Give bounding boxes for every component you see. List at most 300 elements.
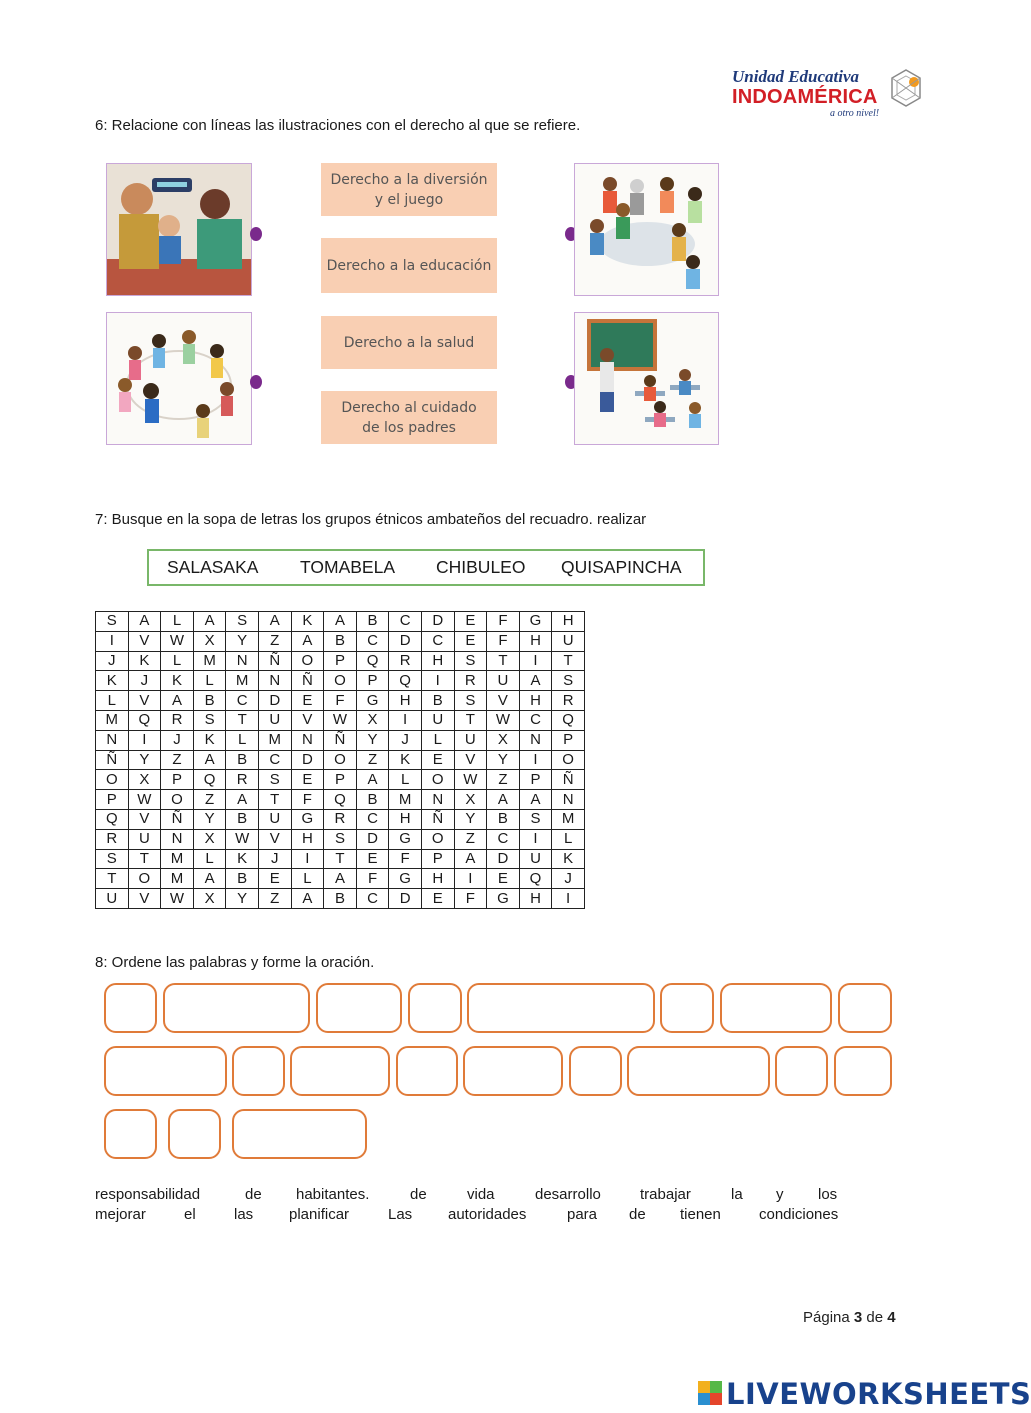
grid-cell[interactable]: Z <box>161 750 194 770</box>
answer-box[interactable] <box>720 983 832 1033</box>
grid-row <box>96 631 585 651</box>
grid-cell[interactable]: L <box>96 691 129 711</box>
grid-cell[interactable]: O <box>324 750 357 770</box>
grid-cell[interactable]: X <box>487 730 520 750</box>
grid-cell[interactable]: Q <box>96 809 129 829</box>
grid-cell[interactable]: K <box>96 671 129 691</box>
grid-cell[interactable]: T <box>96 869 129 889</box>
liveworksheets-brand: LIVEWORKSHEETS <box>726 1377 1031 1411</box>
grid-cell[interactable]: I <box>519 750 552 770</box>
grid-cell[interactable]: F <box>291 790 324 810</box>
grid-cell[interactable]: O <box>291 651 324 671</box>
grid-cell[interactable]: N <box>226 651 259 671</box>
grid-cell[interactable]: H <box>389 691 422 711</box>
grid-cell[interactable]: F <box>487 631 520 651</box>
grid-cell[interactable]: E <box>291 770 324 790</box>
grid-cell[interactable]: L <box>161 612 194 632</box>
grid-cell[interactable]: Ñ <box>161 809 194 829</box>
grid-cell[interactable]: U <box>487 671 520 691</box>
grid-cell[interactable]: A <box>291 889 324 909</box>
word-bank-word: planificar <box>289 1206 350 1223</box>
grid-cell[interactable]: A <box>291 631 324 651</box>
grid-row <box>96 849 585 869</box>
page-total: 4 <box>887 1309 896 1326</box>
right-label-health: Derecho a la salud <box>321 316 497 369</box>
grid-cell[interactable]: T <box>128 849 161 869</box>
grid-cell[interactable]: W <box>226 829 259 849</box>
grid-cell[interactable]: W <box>324 710 357 730</box>
answer-box[interactable] <box>463 1046 563 1096</box>
grid-cell[interactable]: Y <box>226 889 259 909</box>
grid-cell[interactable]: C <box>519 710 552 730</box>
grid-cell[interactable]: T <box>226 710 259 730</box>
grid-cell[interactable]: T <box>258 790 291 810</box>
grid-cell[interactable]: M <box>258 730 291 750</box>
grid-cell[interactable]: Y <box>487 750 520 770</box>
grid-cell[interactable]: W <box>128 790 161 810</box>
grid-cell[interactable]: M <box>161 849 194 869</box>
grid-cell[interactable]: Y <box>454 809 487 829</box>
grid-cell[interactable]: L <box>421 730 454 750</box>
grid-cell[interactable]: X <box>193 829 226 849</box>
grid-row <box>96 710 585 730</box>
grid-cell[interactable]: N <box>552 790 585 810</box>
grid-cell[interactable]: B <box>226 809 259 829</box>
grid-cell[interactable]: L <box>552 829 585 849</box>
grid-cell[interactable]: D <box>356 829 389 849</box>
grid-cell[interactable]: Q <box>193 770 226 790</box>
grid-cell[interactable]: G <box>389 829 422 849</box>
grid-row <box>96 809 585 829</box>
grid-cell[interactable]: L <box>193 671 226 691</box>
liveworksheets-logo-icon <box>698 1381 722 1405</box>
grid-cell[interactable]: X <box>356 710 389 730</box>
grid-cell[interactable]: U <box>421 710 454 730</box>
grid-cell[interactable]: N <box>421 790 454 810</box>
grid-cell[interactable]: T <box>487 651 520 671</box>
grid-cell[interactable]: W <box>161 631 194 651</box>
grid-cell[interactable]: Ñ <box>421 809 454 829</box>
grid-cell[interactable]: O <box>421 770 454 790</box>
grid-cell[interactable]: T <box>324 849 357 869</box>
grid-cell[interactable]: S <box>552 671 585 691</box>
grid-cell[interactable]: B <box>421 691 454 711</box>
grid-cell[interactable]: S <box>519 809 552 829</box>
grid-cell[interactable]: B <box>487 809 520 829</box>
word-bank-word: de <box>245 1186 262 1203</box>
grid-cell[interactable]: K <box>552 849 585 869</box>
grid-cell[interactable]: A <box>161 691 194 711</box>
grid-cell[interactable]: U <box>258 710 291 730</box>
answer-box[interactable] <box>834 1046 892 1096</box>
word-bank-word: Las <box>388 1206 413 1223</box>
grid-cell[interactable]: F <box>487 612 520 632</box>
grid-cell[interactable]: X <box>193 631 226 651</box>
grid-cell[interactable]: G <box>356 691 389 711</box>
word-list-box <box>147 549 705 586</box>
grid-cell[interactable]: C <box>356 809 389 829</box>
grid-cell[interactable]: A <box>519 790 552 810</box>
answer-box[interactable] <box>775 1046 828 1096</box>
grid-cell[interactable]: E <box>421 750 454 770</box>
grid-cell[interactable]: Ñ <box>324 730 357 750</box>
grid-cell[interactable]: X <box>128 770 161 790</box>
page-number <box>803 1309 896 1326</box>
grid-cell[interactable]: S <box>454 691 487 711</box>
grid-cell[interactable]: S <box>324 829 357 849</box>
grid-cell[interactable]: D <box>291 750 324 770</box>
grid-cell[interactable]: N <box>161 829 194 849</box>
grid-cell[interactable]: J <box>552 869 585 889</box>
grid-cell[interactable]: D <box>389 889 422 909</box>
grid-cell[interactable]: H <box>291 829 324 849</box>
grid-cell[interactable]: V <box>128 889 161 909</box>
grid-cell[interactable]: E <box>487 869 520 889</box>
grid-cell[interactable]: R <box>552 691 585 711</box>
answer-box[interactable] <box>163 983 310 1033</box>
grid-cell[interactable]: Ñ <box>96 750 129 770</box>
grid-cell[interactable]: V <box>128 691 161 711</box>
grid-cell[interactable]: E <box>258 869 291 889</box>
answer-box[interactable] <box>838 983 892 1033</box>
grid-cell[interactable]: A <box>128 612 161 632</box>
grid-cell[interactable]: N <box>519 730 552 750</box>
grid-cell[interactable]: E <box>291 691 324 711</box>
school-name: Unidad Educativa <box>732 67 860 86</box>
grid-cell[interactable]: N <box>291 730 324 750</box>
grid-cell[interactable]: N <box>258 671 291 691</box>
grid-cell[interactable]: Q <box>324 790 357 810</box>
grid-cell[interactable]: Q <box>128 710 161 730</box>
grid-cell[interactable]: E <box>356 849 389 869</box>
answer-box[interactable] <box>660 983 714 1033</box>
grid-cell[interactable]: B <box>356 612 389 632</box>
grid-cell[interactable]: Y <box>226 631 259 651</box>
grid-cell[interactable]: V <box>487 691 520 711</box>
grid-cell[interactable]: P <box>421 849 454 869</box>
grid-cell[interactable]: C <box>421 631 454 651</box>
word-item: CHIBULEO <box>436 557 526 577</box>
answer-box[interactable] <box>627 1046 770 1096</box>
grid-cell[interactable]: Ñ <box>291 671 324 691</box>
grid-cell[interactable]: G <box>291 809 324 829</box>
grid-cell[interactable]: P <box>552 730 585 750</box>
right-label-education: Derecho a la educación <box>321 238 497 293</box>
grid-cell[interactable]: R <box>96 829 129 849</box>
grid-cell[interactable]: V <box>291 710 324 730</box>
grid-cell[interactable]: I <box>519 651 552 671</box>
grid-cell[interactable]: Q <box>552 710 585 730</box>
page-of: de <box>866 1309 884 1326</box>
grid-cell[interactable]: R <box>226 770 259 790</box>
grid-cell[interactable]: U <box>96 889 129 909</box>
grid-cell[interactable]: I <box>291 849 324 869</box>
grid-cell[interactable]: D <box>487 849 520 869</box>
grid-cell[interactable]: Y <box>356 730 389 750</box>
grid-cell[interactable]: X <box>193 889 226 909</box>
grid-cell[interactable]: Ñ <box>258 651 291 671</box>
grid-cell[interactable]: P <box>324 770 357 790</box>
grid-cell[interactable]: Q <box>356 651 389 671</box>
grid-cell[interactable]: S <box>454 651 487 671</box>
grid-cell[interactable]: P <box>161 770 194 790</box>
grid-cell[interactable]: G <box>519 612 552 632</box>
grid-cell[interactable]: C <box>487 829 520 849</box>
grid-cell[interactable]: F <box>356 869 389 889</box>
grid-cell[interactable]: A <box>487 790 520 810</box>
grid-cell[interactable]: J <box>96 651 129 671</box>
grid-row <box>96 889 585 909</box>
grid-cell[interactable]: H <box>552 612 585 632</box>
grid-cell[interactable]: H <box>421 869 454 889</box>
word-bank-word: el <box>184 1206 196 1223</box>
right-label-diversion: Derecho a la diversión y el juego <box>321 163 497 216</box>
grid-cell[interactable]: G <box>389 869 422 889</box>
grid-cell[interactable]: U <box>128 829 161 849</box>
grid-cell[interactable]: R <box>324 809 357 829</box>
grid-cell[interactable]: Z <box>356 750 389 770</box>
grid-row <box>96 671 585 691</box>
word-bank-word: para <box>567 1206 598 1223</box>
grid-cell[interactable]: T <box>454 710 487 730</box>
word-bank-line-1 <box>95 1186 845 1206</box>
word-item: TOMABELA <box>300 557 395 577</box>
grid-cell[interactable]: C <box>226 691 259 711</box>
grid-cell[interactable]: Z <box>487 770 520 790</box>
grid-cell[interactable]: S <box>96 612 129 632</box>
grid-cell[interactable]: D <box>421 612 454 632</box>
grid-row <box>96 829 585 849</box>
grid-cell[interactable]: B <box>324 889 357 909</box>
answer-box[interactable] <box>104 1109 157 1159</box>
grid-cell[interactable]: Z <box>258 631 291 651</box>
grid-cell[interactable]: A <box>193 612 226 632</box>
grid-cell[interactable]: O <box>552 750 585 770</box>
answer-box[interactable] <box>104 1046 227 1096</box>
answer-box[interactable] <box>290 1046 390 1096</box>
grid-cell[interactable]: J <box>389 730 422 750</box>
grid-cell[interactable]: B <box>226 869 259 889</box>
grid-cell[interactable]: G <box>487 889 520 909</box>
word-bank-word: desarrollo <box>535 1186 601 1203</box>
grid-cell[interactable]: L <box>389 770 422 790</box>
grid-cell[interactable]: S <box>193 710 226 730</box>
grid-cell[interactable]: R <box>454 671 487 691</box>
answer-box[interactable] <box>408 983 462 1033</box>
grid-cell[interactable]: R <box>161 710 194 730</box>
answer-box[interactable] <box>396 1046 458 1096</box>
grid-cell[interactable]: O <box>421 829 454 849</box>
word-bank-word: vida <box>467 1186 495 1203</box>
grid-cell[interactable]: K <box>161 671 194 691</box>
grid-cell[interactable]: A <box>454 849 487 869</box>
grid-cell[interactable]: Y <box>193 809 226 829</box>
grid-cell[interactable]: B <box>193 691 226 711</box>
grid-cell[interactable]: H <box>389 809 422 829</box>
grid-cell[interactable]: K <box>291 612 324 632</box>
word-bank-word: y <box>776 1186 784 1203</box>
grid-cell[interactable]: I <box>128 730 161 750</box>
answer-box[interactable] <box>316 983 402 1033</box>
word-bank-word: tienen <box>680 1206 721 1223</box>
grid-cell[interactable]: M <box>193 651 226 671</box>
grid-cell[interactable]: A <box>226 790 259 810</box>
grid-cell[interactable]: W <box>454 770 487 790</box>
grid-cell[interactable]: V <box>128 809 161 829</box>
grid-cell[interactable]: H <box>519 889 552 909</box>
grid-cell[interactable]: P <box>96 790 129 810</box>
grid-cell[interactable]: M <box>226 671 259 691</box>
answer-box[interactable] <box>104 983 157 1033</box>
grid-cell[interactable]: D <box>258 691 291 711</box>
grid-cell[interactable]: C <box>356 631 389 651</box>
match-dot[interactable] <box>250 227 262 241</box>
grid-cell[interactable]: E <box>454 612 487 632</box>
illustration-classroom <box>574 312 719 445</box>
word-bank-word: de <box>410 1186 427 1203</box>
page-label: Página <box>803 1309 850 1326</box>
grid-cell[interactable]: S <box>226 612 259 632</box>
grid-cell[interactable]: U <box>258 809 291 829</box>
grid-cell[interactable]: I <box>552 889 585 909</box>
word-bank-word: responsabilidad <box>95 1186 201 1203</box>
grid-cell[interactable]: H <box>519 631 552 651</box>
grid-cell[interactable]: S <box>258 770 291 790</box>
grid-cell[interactable]: B <box>324 631 357 651</box>
grid-cell[interactable]: M <box>161 869 194 889</box>
grid-cell[interactable]: L <box>193 849 226 869</box>
word-bank-line-2 <box>95 1206 855 1226</box>
grid-cell[interactable]: V <box>454 750 487 770</box>
grid-cell[interactable]: U <box>552 631 585 651</box>
grid-cell[interactable]: O <box>128 869 161 889</box>
grid-cell[interactable]: O <box>324 671 357 691</box>
grid-cell[interactable]: B <box>226 750 259 770</box>
illustration-children-playing <box>106 312 252 445</box>
grid-cell[interactable]: E <box>421 889 454 909</box>
match-dot[interactable] <box>250 375 262 389</box>
answer-box[interactable] <box>467 983 655 1033</box>
grid-cell[interactable]: J <box>161 730 194 750</box>
grid-row <box>96 651 585 671</box>
answer-box[interactable] <box>232 1046 285 1096</box>
word-bank-word: condiciones <box>759 1206 839 1223</box>
answer-box[interactable] <box>168 1109 221 1159</box>
grid-cell[interactable]: I <box>454 869 487 889</box>
grid-cell[interactable]: I <box>519 829 552 849</box>
grid-cell[interactable]: A <box>519 671 552 691</box>
school-logo-icon <box>890 68 922 116</box>
illustration-doctor-care <box>106 163 252 296</box>
grid-cell[interactable]: D <box>389 631 422 651</box>
answer-box[interactable] <box>232 1109 367 1159</box>
grid-cell[interactable]: F <box>454 889 487 909</box>
word-bank-word: habitantes. <box>296 1186 370 1203</box>
school-tagline: a otro nivel! <box>830 108 880 119</box>
grid-cell[interactable]: Q <box>389 671 422 691</box>
grid-cell[interactable]: T <box>552 651 585 671</box>
grid-cell[interactable]: K <box>128 651 161 671</box>
grid-cell[interactable]: V <box>128 631 161 651</box>
grid-cell[interactable]: P <box>356 671 389 691</box>
grid-cell[interactable]: K <box>389 750 422 770</box>
grid-cell[interactable]: F <box>324 691 357 711</box>
grid-cell[interactable]: O <box>96 770 129 790</box>
grid-cell[interactable]: A <box>193 869 226 889</box>
grid-cell[interactable]: A <box>258 612 291 632</box>
school-brand: INDOAMÉRICA <box>732 86 878 108</box>
grid-cell[interactable]: F <box>389 849 422 869</box>
grid-cell[interactable]: M <box>389 790 422 810</box>
grid-cell[interactable]: L <box>291 869 324 889</box>
question-8-prompt: 8: Ordene las palabras y forme la oración. <box>95 954 375 971</box>
grid-cell[interactable]: B <box>356 790 389 810</box>
grid-cell[interactable]: C <box>258 750 291 770</box>
grid-cell[interactable]: A <box>356 770 389 790</box>
grid-cell[interactable]: Z <box>193 790 226 810</box>
grid-cell[interactable]: Z <box>258 889 291 909</box>
grid-cell[interactable]: K <box>226 849 259 869</box>
grid-row <box>96 691 585 711</box>
word-item: QUISAPINCHA <box>561 557 682 577</box>
grid-cell[interactable]: V <box>258 829 291 849</box>
grid-cell[interactable]: X <box>454 790 487 810</box>
grid-cell[interactable]: W <box>487 710 520 730</box>
grid-cell[interactable]: I <box>96 631 129 651</box>
question-7-prompt: 7: Busque en la sopa de letras los grupos étnicos ambateños del recuadro. realizar <box>95 511 647 528</box>
grid-cell[interactable]: P <box>519 770 552 790</box>
grid-cell[interactable]: C <box>356 889 389 909</box>
grid-cell[interactable]: A <box>324 612 357 632</box>
grid-row <box>96 730 585 750</box>
grid-cell[interactable]: Z <box>454 829 487 849</box>
grid-cell[interactable]: A <box>193 750 226 770</box>
grid-cell[interactable]: I <box>421 671 454 691</box>
grid-cell[interactable]: K <box>193 730 226 750</box>
illustration-family-meeting <box>574 163 719 296</box>
grid-cell[interactable]: H <box>421 651 454 671</box>
grid-cell[interactable]: C <box>389 612 422 632</box>
grid-cell[interactable]: Ñ <box>552 770 585 790</box>
grid-cell[interactable]: M <box>96 710 129 730</box>
grid-cell[interactable]: S <box>96 849 129 869</box>
word-bank-word: mejorar <box>95 1206 146 1223</box>
grid-cell[interactable]: W <box>161 889 194 909</box>
grid-cell[interactable]: U <box>454 730 487 750</box>
answer-box[interactable] <box>569 1046 622 1096</box>
grid-cell[interactable]: J <box>258 849 291 869</box>
grid-cell[interactable]: Y <box>128 750 161 770</box>
grid-cell[interactable]: L <box>226 730 259 750</box>
grid-cell[interactable]: U <box>519 849 552 869</box>
grid-cell[interactable]: J <box>128 671 161 691</box>
grid-cell[interactable]: R <box>389 651 422 671</box>
word-bank-word: la <box>731 1186 743 1203</box>
grid-row <box>96 770 585 790</box>
grid-cell[interactable]: I <box>389 710 422 730</box>
grid-cell[interactable]: M <box>552 809 585 829</box>
grid-cell[interactable]: E <box>454 631 487 651</box>
grid-row <box>96 790 585 810</box>
grid-cell[interactable]: O <box>161 790 194 810</box>
grid-cell[interactable]: P <box>324 651 357 671</box>
grid-cell[interactable]: Q <box>519 869 552 889</box>
grid-cell[interactable]: A <box>324 869 357 889</box>
grid-cell[interactable]: H <box>519 691 552 711</box>
grid-cell[interactable]: N <box>96 730 129 750</box>
word-bank-word: las <box>234 1206 254 1223</box>
grid-cell[interactable]: L <box>161 651 194 671</box>
